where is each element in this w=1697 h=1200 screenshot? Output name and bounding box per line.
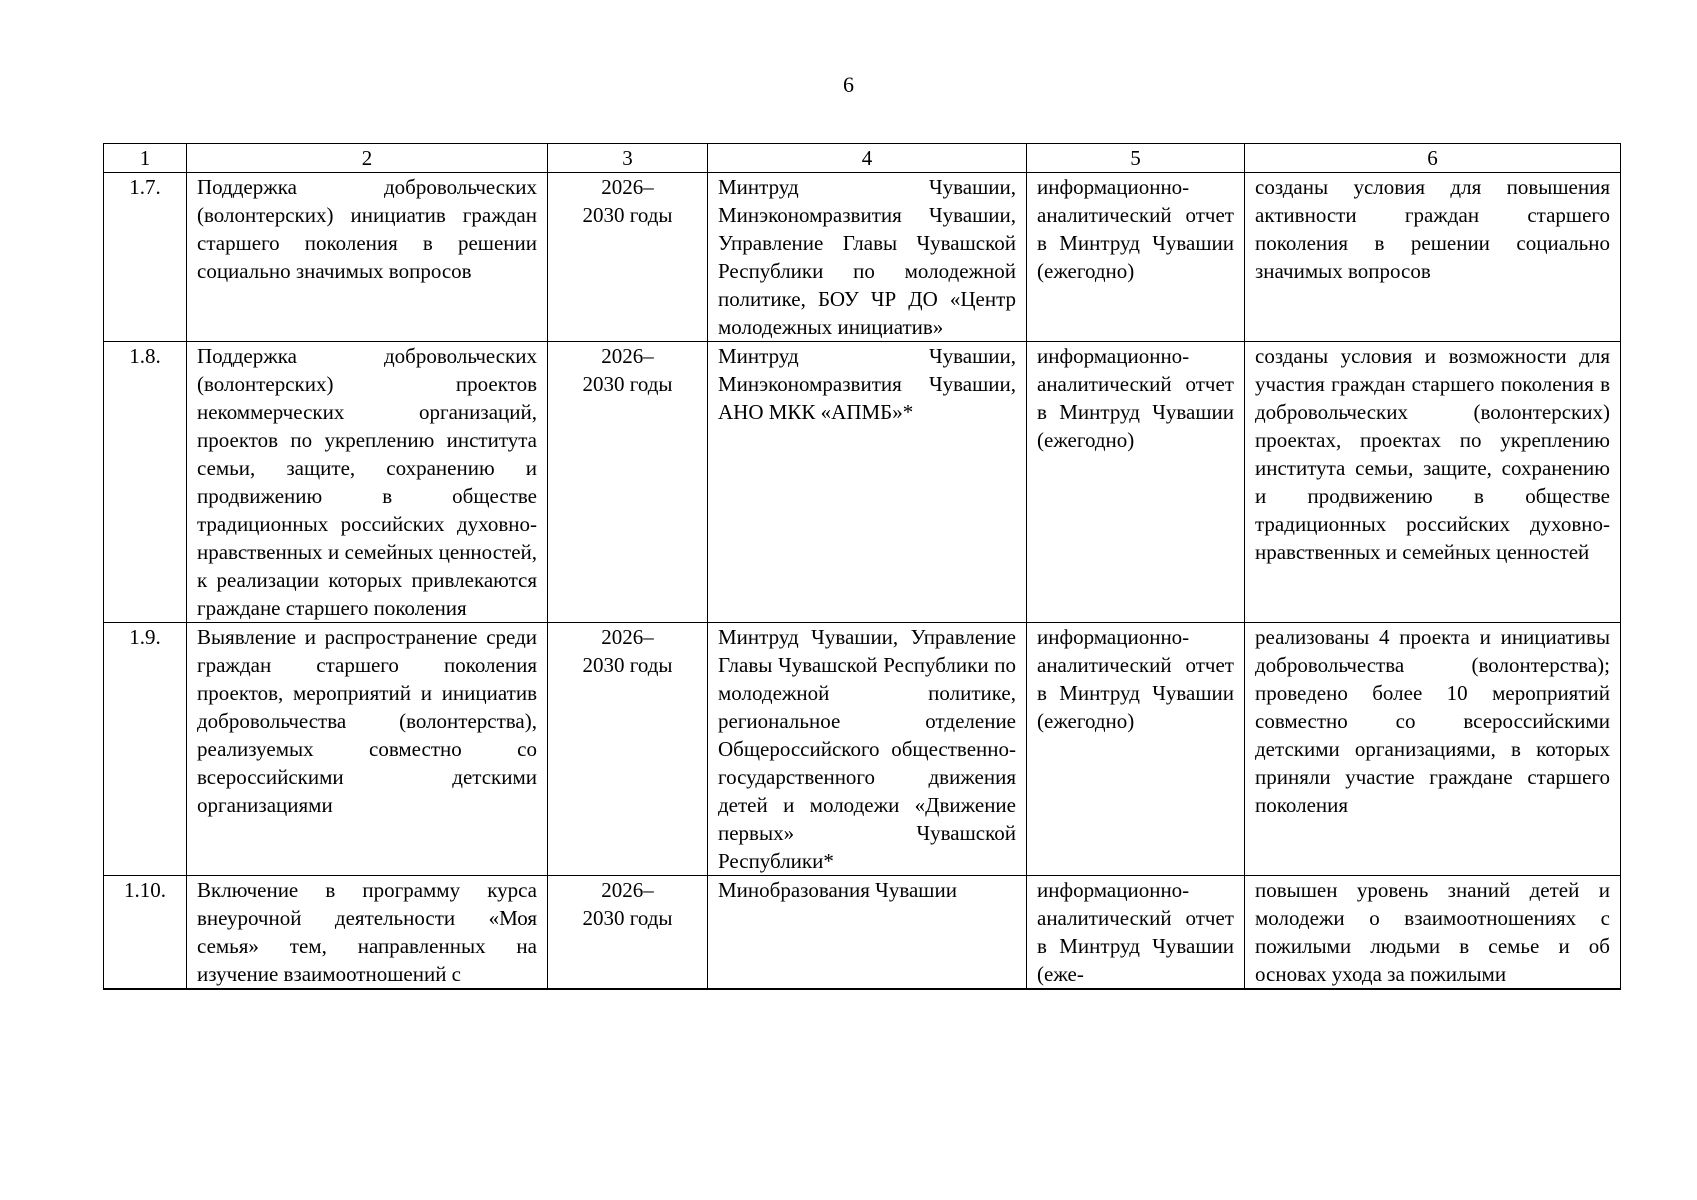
result-cell: созданы условия и возможности для участия граждан старшего поколения в добровольческих (волонтерских) проектах, проектах по укреплению института семьи, защите, сохранению и продвижению в обществе традиционных российских духовно-нравственных и семейных ценностей bbox=[1245, 342, 1621, 623]
activity-cell bbox=[187, 876, 548, 990]
row-number: 1.8. bbox=[104, 342, 187, 623]
table-header bbox=[104, 144, 1621, 173]
column-header-6: 6 bbox=[1245, 144, 1621, 173]
report-cell: информационно-аналитический отчет в Минтруд Чувашии (ежегодно) bbox=[1027, 342, 1245, 623]
report-text: информационно-аналитический отчет в Минтруд Чувашии (еже- bbox=[1037, 878, 1234, 986]
period-text: 2026– 2030 годы bbox=[582, 175, 673, 227]
row-number: 1.7. bbox=[104, 173, 187, 342]
result-cell: созданы условия для повышения активности граждан старшего поколения в решении социально значимых вопросов bbox=[1245, 173, 1621, 342]
report-cell bbox=[1027, 876, 1245, 990]
period-text: 2026– 2030 годы bbox=[582, 344, 673, 396]
activity-cell: Поддержка добровольческих (волонтерских) проектов некоммерческих организаций, проектов по укреплению института семьи, защите, сохранению и продвижению в обществе традиционных российских духовно-нравственных и семейных ценностей, к реализации которых привлекаются граждане старшего поколения bbox=[187, 342, 548, 623]
executors-cell: Минтруд Чувашии, Минэкономразвития Чувашии, Управление Главы Чувашской Республики по молодежной политике, БОУ ЧР ДО «Центр молодежных инициатив» bbox=[708, 173, 1027, 342]
column-header-4: 4 bbox=[708, 144, 1027, 173]
column-header-2: 2 bbox=[187, 144, 548, 173]
activity-cell: Выявление и распространение среди граждан старшего поколения проектов, мероприятий и инициатив добровольчества (волонтерства), реализуемых совместно со всероссийскими детскими организациями bbox=[187, 623, 548, 876]
result-cell bbox=[1245, 876, 1621, 990]
period-text: 2026– 2030 годы bbox=[582, 625, 673, 677]
table-body bbox=[104, 173, 1621, 990]
column-header-3: 3 bbox=[548, 144, 708, 173]
period-text: 2026– 2030 годы bbox=[582, 878, 673, 930]
executors-cell bbox=[708, 876, 1027, 990]
row-number: 1.10. bbox=[104, 876, 187, 990]
period-cell bbox=[548, 173, 708, 342]
report-cell: информационно-аналитический отчет в Минтруд Чувашии (ежегодно) bbox=[1027, 623, 1245, 876]
table-row bbox=[104, 623, 1621, 876]
executors-cell: Минтруд Чувашии, Минэкономразвития Чувашии, АНО МКК «АПМБ»* bbox=[708, 342, 1027, 623]
activity-text: Включение в программу курса внеурочной деятельности «Моя семья» тем, направленных на изучение взаимоотношений с bbox=[197, 878, 537, 986]
report-cell: информационно-аналитический отчет в Минтруд Чувашии (ежегодно) bbox=[1027, 173, 1245, 342]
table-row bbox=[104, 876, 1621, 990]
executors-text: Минобразования Чувашии bbox=[718, 878, 957, 902]
executors-cell: Минтруд Чувашии, Управление Главы Чувашской Республики по молодежной политике, региональное отделение Общероссийского общественно-государственного движения детей и молодежи «Движение первых» Чувашской Республики* bbox=[708, 623, 1027, 876]
result-cell: реализованы 4 проекта и инициативы добровольчества (волонтерства); проведено более 10 мероприятий совместно со всероссийскими детскими организациями, в которых приняли участие граждане старшего поколения bbox=[1245, 623, 1621, 876]
activity-cell: Поддержка добровольческих (волонтерских) инициатив граждан старшего поколения в решении социально значимых вопросов bbox=[187, 173, 548, 342]
result-text: повышен уровень знаний детей и молодежи о взаимоотношениях с пожилыми людьми в семье и об основах ухода за пожилыми bbox=[1255, 878, 1610, 986]
activities-table bbox=[103, 143, 1621, 990]
table-row bbox=[104, 173, 1621, 342]
table-row bbox=[104, 342, 1621, 623]
period-cell bbox=[548, 623, 708, 876]
column-header-5: 5 bbox=[1027, 144, 1245, 173]
page-number: 6 bbox=[843, 72, 854, 97]
period-cell bbox=[548, 876, 708, 990]
period-cell bbox=[548, 342, 708, 623]
header-row bbox=[104, 144, 1621, 173]
row-number: 1.9. bbox=[104, 623, 187, 876]
column-header-1: 1 bbox=[104, 144, 187, 173]
